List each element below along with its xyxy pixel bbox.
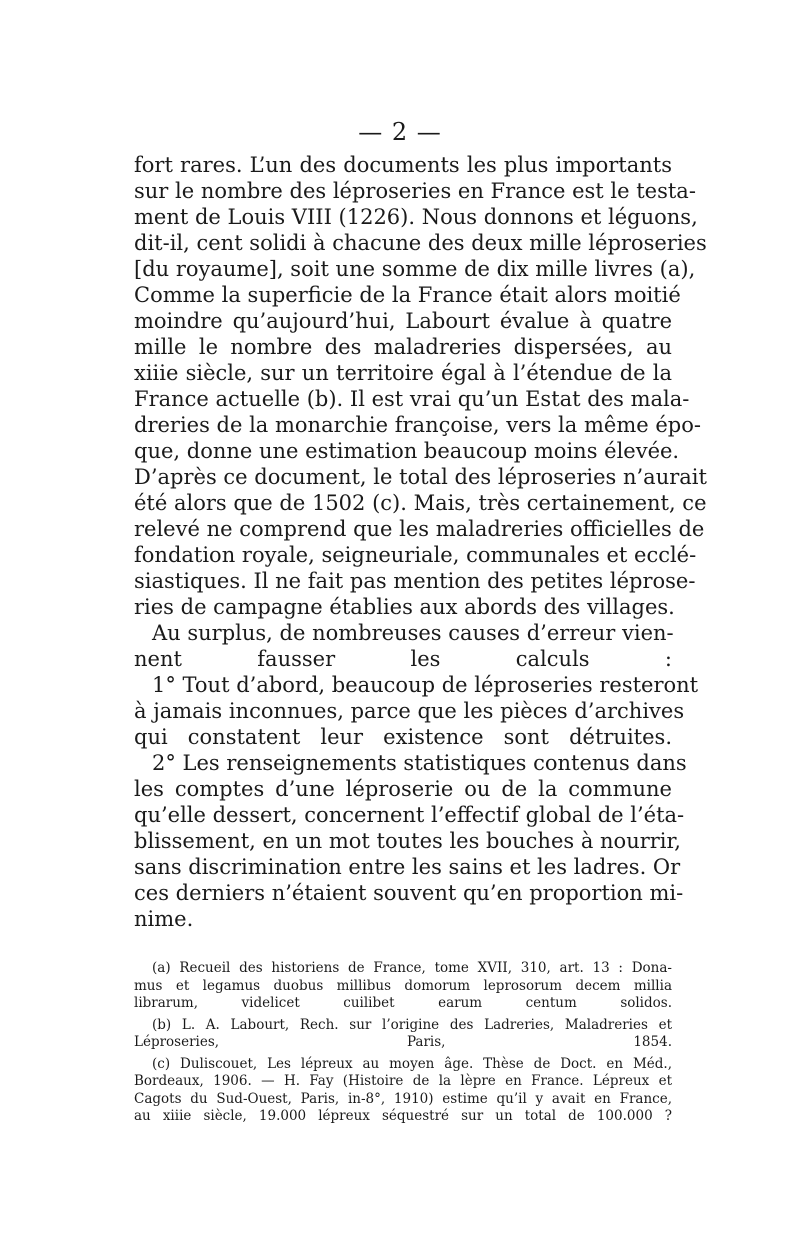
text-line: Comme la superficie de la France était alors moitié [134,283,681,307]
text-line: 2° Les renseignements statistiques contenus dans [152,751,687,775]
text-line: blissement, en un mot toutes les bouches à nourrir, [134,829,681,853]
text-line: ment de Louis VIII (1226). Nous donnons et léguons, [134,205,698,229]
text-line: sur le nombre des léproseries en France est le testa- [134,179,696,203]
text-line: [du royaume], soit une somme de dix mille livres (a), [134,257,696,281]
text-line: ries de campagne établies aux abords des villages. [134,595,675,619]
text-line: que, donne une estimation beaucoup moins élevée. [134,439,680,463]
text-line: moindre qu’aujourd’hui, Labourt évalue à quatre [134,309,672,333]
footnotes [134,960,672,1126]
footnote-line: Bordeaux, 1906. — H. Fay (Histoire de la lèpre en France. Lépreux et [134,1073,672,1089]
text-line: dreries de la monarchie françoise, vers la même épo- [134,413,701,437]
text-line: mille le nombre des maladreries dispersées, au [134,335,672,359]
footnote-line: (c) Duliscouet, Les lépreux au moyen âge. Thèse de Doct. en Méd., [152,1055,672,1072]
text-line: nime. [134,907,194,931]
footnote-line: (b) L. A. Labourt, Rech. sur l’origine des Ladreries, Maladreries et [152,1016,672,1033]
text-line: siastiques. Il ne fait pas mention des petites léprose- [134,569,696,593]
text-line: Au surplus, de nombreuses causes d’erreur vien- [152,621,674,645]
text-line: D’après ce document, le total des léproseries n’aurait [134,465,707,489]
text-line: sans discrimination entre les sains et les ladres. Or [134,855,681,879]
footnote-line: mus et legamus duobus millibus domorum leprosorum decem millia [134,977,672,994]
footnote-line: librarum, videlicet cuilibet earum centum solidos. [134,995,672,1011]
text-line: xiiie siècle, sur un territoire égal à l’étendue de la [134,361,672,385]
text-line: relevé ne comprend que les maladreries officielles de [134,517,705,541]
text-line: nent fausser les calculs : [134,647,672,671]
text-line: France actuelle (b). Il est vrai qu’un Estat des mala- [134,387,690,411]
text-line: qui constatent leur existence sont détruites. [134,725,672,749]
text-line: été alors que de 1502 (c). Mais, très certainement, ce [134,491,707,515]
text-line: fort rares. L’un des documents les plus importants [134,153,672,177]
footnote-line: (a) Recueil des historiens de France, tome XVII, 310, art. 13 : Dona- [152,960,672,976]
text-line: qu’elle dessert, concernent l’effectif global de l’éta- [134,803,685,827]
main-text [134,152,707,932]
text-line: les comptes d’une léproserie ou de la commune [134,777,672,801]
footnote-line: Cagots du Sud-Ouest, Paris, in-8°, 1910) estime qu’il y avait en France, [134,1090,672,1107]
text-line: dit-il, cent solidi à chacune des deux mille léproseries [134,231,707,255]
text-line: fondation royale, seigneuriale, communales et ecclé- [134,543,697,567]
text-line: 1° Tout d’abord, beaucoup de léproseries resteront [152,673,699,697]
footnote-line: au xiiie siècle, 19.000 lépreux séquestré sur un total de 100.000 ? [134,1108,672,1124]
text-line: à jamais inconnues, parce que les pièces d’archives [134,699,685,723]
text-line: ces derniers n’étaient souvent qu’en proportion mi- [134,881,684,905]
page-number: — 2 — [358,118,442,146]
footnote-line: Léproseries, Paris, 1854. [134,1034,672,1050]
